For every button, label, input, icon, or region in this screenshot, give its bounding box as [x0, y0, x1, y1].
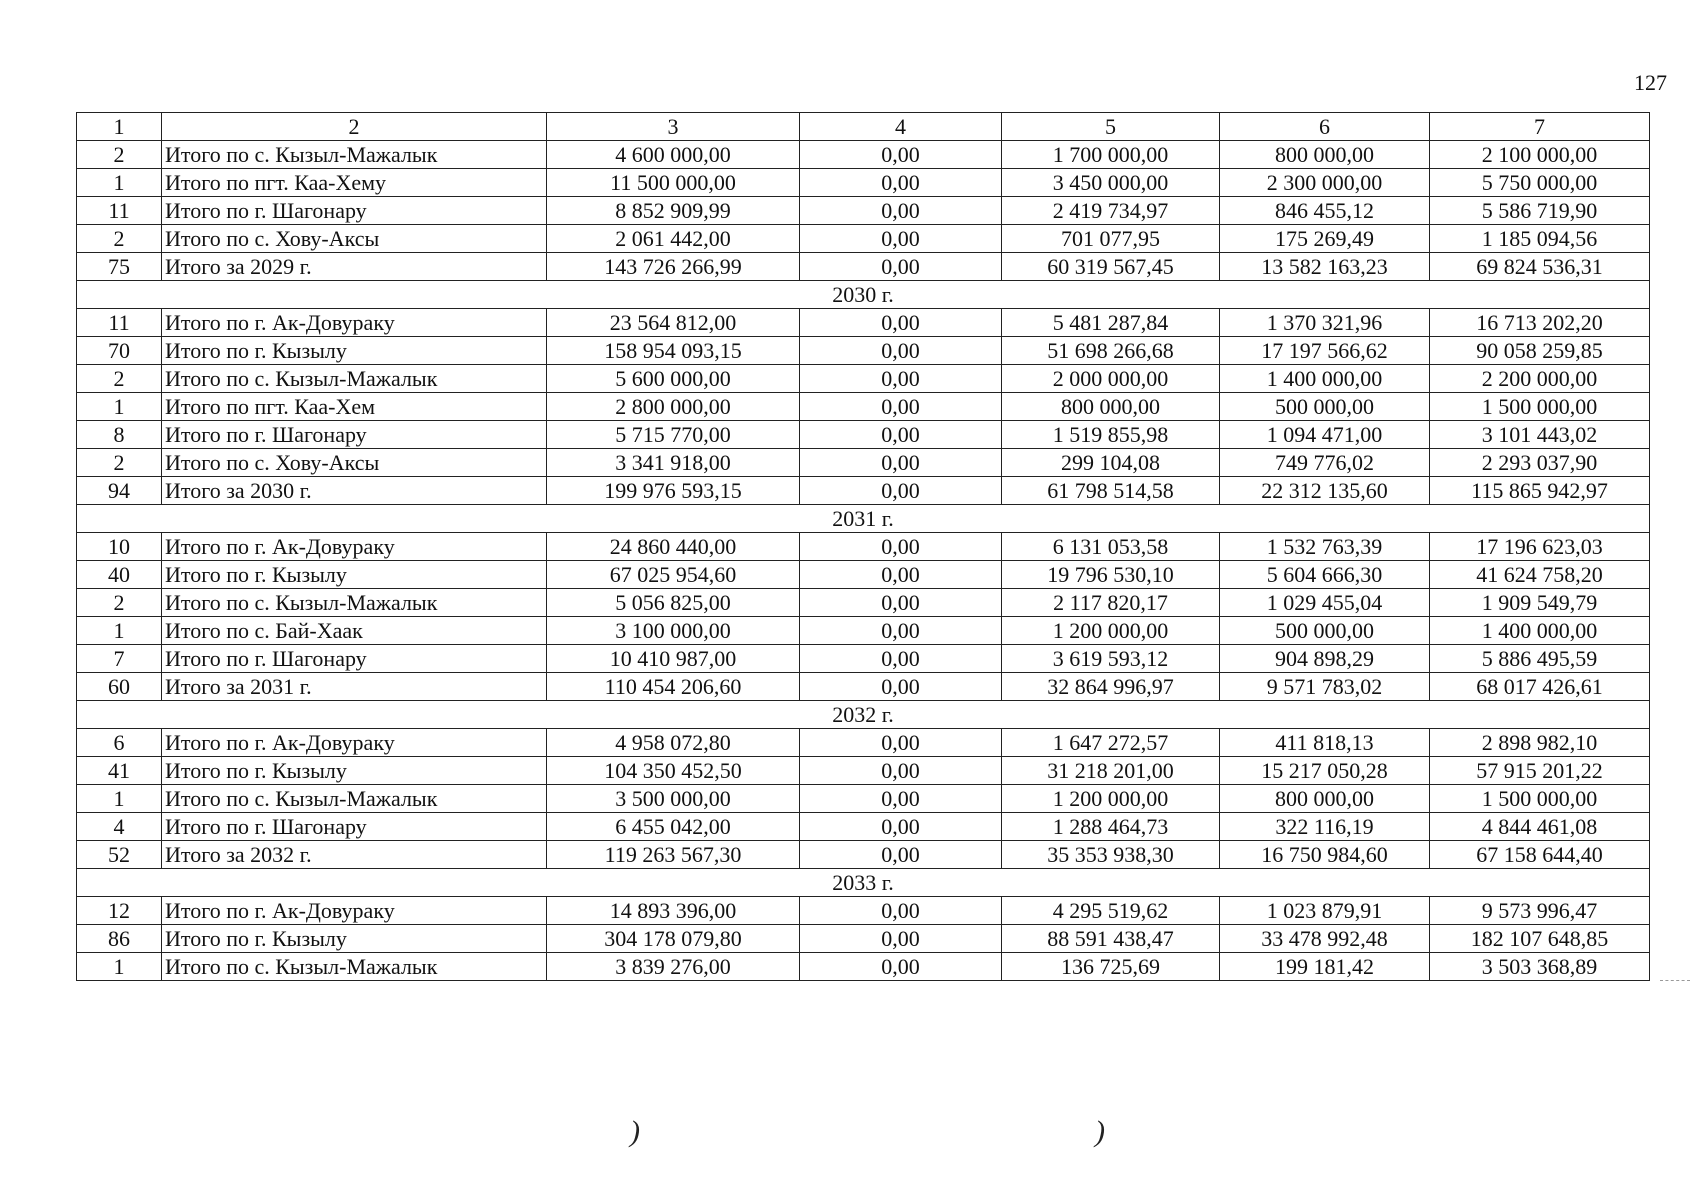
- table-cell: 33 478 992,48: [1220, 925, 1430, 953]
- table-cell: 32 864 996,97: [1002, 673, 1220, 701]
- table-cell: 52: [77, 841, 162, 869]
- table-cell: 1 288 464,73: [1002, 813, 1220, 841]
- header-cell: 3: [547, 113, 800, 141]
- table-row: [77, 785, 1650, 813]
- table-cell: 1 700 000,00: [1002, 141, 1220, 169]
- table-cell: Итого по г. Шагонару: [162, 421, 547, 449]
- table-cell: 1 200 000,00: [1002, 617, 1220, 645]
- table-cell: 0,00: [800, 365, 1002, 393]
- table-cell: 5 750 000,00: [1430, 169, 1650, 197]
- table-cell: 304 178 079,80: [547, 925, 800, 953]
- table-cell: 1: [77, 785, 162, 813]
- table-cell: 411 818,13: [1220, 729, 1430, 757]
- table-cell: 41: [77, 757, 162, 785]
- table-cell: 10 410 987,00: [547, 645, 800, 673]
- table-cell: 1 400 000,00: [1220, 365, 1430, 393]
- table-cell: 1 370 321,96: [1220, 309, 1430, 337]
- table-row: [77, 365, 1650, 393]
- table-row: [77, 477, 1650, 505]
- table-cell: 1: [77, 393, 162, 421]
- header-cell: 5: [1002, 113, 1220, 141]
- table-cell: 2 061 442,00: [547, 225, 800, 253]
- table-cell: 1: [77, 169, 162, 197]
- table-cell: 0,00: [800, 729, 1002, 757]
- table-cell: 5 886 495,59: [1430, 645, 1650, 673]
- table-cell: 9 573 996,47: [1430, 897, 1650, 925]
- table-cell: 0,00: [800, 617, 1002, 645]
- table-row: [77, 449, 1650, 477]
- table-cell: 7: [77, 645, 162, 673]
- table-cell: 0,00: [800, 645, 1002, 673]
- table-cell: 1 400 000,00: [1430, 617, 1650, 645]
- header-row: [77, 113, 1650, 141]
- table-row: [77, 225, 1650, 253]
- table-cell: 5 586 719,90: [1430, 197, 1650, 225]
- table-row: [77, 197, 1650, 225]
- table-cell: 0,00: [800, 421, 1002, 449]
- table-cell: 5 715 770,00: [547, 421, 800, 449]
- table-cell: 6: [77, 729, 162, 757]
- table-cell: Итого за 2031 г.: [162, 673, 547, 701]
- table-row: [77, 309, 1650, 337]
- table-cell: 0,00: [800, 897, 1002, 925]
- table-cell: 24 860 440,00: [547, 533, 800, 561]
- year-section-row: [77, 281, 1650, 309]
- header-cell: 1: [77, 113, 162, 141]
- table-cell: Итого по г. Шагонару: [162, 197, 547, 225]
- table-cell: 800 000,00: [1002, 393, 1220, 421]
- table-cell: 88 591 438,47: [1002, 925, 1220, 953]
- table-cell: 5 481 287,84: [1002, 309, 1220, 337]
- table-cell: 199 976 593,15: [547, 477, 800, 505]
- table-cell: 0,00: [800, 477, 1002, 505]
- table-row: [77, 645, 1650, 673]
- table-cell: Итого по г. Ак-Довураку: [162, 729, 547, 757]
- table-cell: 1 023 879,91: [1220, 897, 1430, 925]
- table-cell: 3 100 000,00: [547, 617, 800, 645]
- table-cell: 322 116,19: [1220, 813, 1430, 841]
- table-cell: 14 893 396,00: [547, 897, 800, 925]
- table-cell: 4 958 072,80: [547, 729, 800, 757]
- table-cell: Итого по пгт. Каа-Хем: [162, 393, 547, 421]
- table-cell: 2 100 000,00: [1430, 141, 1650, 169]
- table-cell: 104 350 452,50: [547, 757, 800, 785]
- table-cell: 17 196 623,03: [1430, 533, 1650, 561]
- table-row: [77, 169, 1650, 197]
- table-cell: 0,00: [800, 589, 1002, 617]
- handwritten-mark: ): [1095, 1115, 1105, 1148]
- table-cell: 4 600 000,00: [547, 141, 800, 169]
- table-cell: 41 624 758,20: [1430, 561, 1650, 589]
- table-cell: 800 000,00: [1220, 141, 1430, 169]
- table-cell: 0,00: [800, 673, 1002, 701]
- table-cell: 13 582 163,23: [1220, 253, 1430, 281]
- table-cell: 904 898,29: [1220, 645, 1430, 673]
- table-cell: 0,00: [800, 813, 1002, 841]
- table-cell: 90 058 259,85: [1430, 337, 1650, 365]
- table-row: [77, 561, 1650, 589]
- table-cell: 0,00: [800, 141, 1002, 169]
- table-cell: 2: [77, 141, 162, 169]
- table-cell: 1 185 094,56: [1430, 225, 1650, 253]
- table-cell: Итого по г. Ак-Довураку: [162, 897, 547, 925]
- header-cell: 6: [1220, 113, 1430, 141]
- table-cell: 31 218 201,00: [1002, 757, 1220, 785]
- table-cell: 0,00: [800, 169, 1002, 197]
- handwritten-mark: ): [630, 1115, 640, 1148]
- table-body: [77, 113, 1650, 981]
- table-row: [77, 925, 1650, 953]
- table-cell: 11 500 000,00: [547, 169, 800, 197]
- table-cell: 0,00: [800, 757, 1002, 785]
- table-cell: 0,00: [800, 225, 1002, 253]
- table-cell: 110 454 206,60: [547, 673, 800, 701]
- table-cell: 143 726 266,99: [547, 253, 800, 281]
- table-row: [77, 841, 1650, 869]
- table-cell: 11: [77, 309, 162, 337]
- table-cell: 158 954 093,15: [547, 337, 800, 365]
- table-cell: Итого по с. Кызыл-Мажалык: [162, 589, 547, 617]
- table-cell: 2 117 820,17: [1002, 589, 1220, 617]
- table-cell: Итого за 2029 г.: [162, 253, 547, 281]
- table-row: [77, 533, 1650, 561]
- table-cell: Итого по с. Хову-Аксы: [162, 449, 547, 477]
- table-cell: 2: [77, 449, 162, 477]
- table-cell: 2 000 000,00: [1002, 365, 1220, 393]
- table-cell: 2 200 000,00: [1430, 365, 1650, 393]
- table-row: [77, 617, 1650, 645]
- table-cell: 8 852 909,99: [547, 197, 800, 225]
- table-cell: 19 796 530,10: [1002, 561, 1220, 589]
- table-cell: 0,00: [800, 449, 1002, 477]
- table-cell: 16 750 984,60: [1220, 841, 1430, 869]
- table-cell: 1 500 000,00: [1430, 393, 1650, 421]
- table-cell: 70: [77, 337, 162, 365]
- table-cell: 75: [77, 253, 162, 281]
- table-cell: 17 197 566,62: [1220, 337, 1430, 365]
- table-row: [77, 253, 1650, 281]
- table-cell: 846 455,12: [1220, 197, 1430, 225]
- table-row: [77, 393, 1650, 421]
- table-cell: 4 295 519,62: [1002, 897, 1220, 925]
- table-cell: 12: [77, 897, 162, 925]
- table-cell: 2: [77, 365, 162, 393]
- table-cell: 0,00: [800, 785, 1002, 813]
- table-cell: 4 844 461,08: [1430, 813, 1650, 841]
- table-cell: 3 341 918,00: [547, 449, 800, 477]
- table-cell: 749 776,02: [1220, 449, 1430, 477]
- table-cell: 0,00: [800, 925, 1002, 953]
- table-cell: Итого по с. Кызыл-Мажалык: [162, 365, 547, 393]
- table-cell: 5 600 000,00: [547, 365, 800, 393]
- table-cell: 1 094 471,00: [1220, 421, 1430, 449]
- table-cell: Итого по г. Ак-Довураку: [162, 533, 547, 561]
- table-cell: 8: [77, 421, 162, 449]
- table-cell: Итого по г. Шагонару: [162, 645, 547, 673]
- page-number: 127: [1634, 70, 1667, 95]
- table-cell: 3 500 000,00: [547, 785, 800, 813]
- table-cell: 23 564 812,00: [547, 309, 800, 337]
- table-row: [77, 141, 1650, 169]
- table-cell: Итого по с. Кызыл-Мажалык: [162, 953, 547, 981]
- table-cell: 15 217 050,28: [1220, 757, 1430, 785]
- table-row: [77, 337, 1650, 365]
- table-cell: 2 898 982,10: [1430, 729, 1650, 757]
- table-cell: 2 293 037,90: [1430, 449, 1650, 477]
- table-cell: 16 713 202,20: [1430, 309, 1650, 337]
- table-cell: 6 131 053,58: [1002, 533, 1220, 561]
- table-cell: 2 419 734,97: [1002, 197, 1220, 225]
- table-cell: 0,00: [800, 309, 1002, 337]
- table-cell: 60 319 567,45: [1002, 253, 1220, 281]
- table-cell: 35 353 938,30: [1002, 841, 1220, 869]
- table-cell: 0,00: [800, 841, 1002, 869]
- scan-artifact: [1660, 980, 1690, 981]
- table-cell: 0,00: [800, 337, 1002, 365]
- table-cell: 2: [77, 225, 162, 253]
- table-cell: 115 865 942,97: [1430, 477, 1650, 505]
- table-cell: 299 104,08: [1002, 449, 1220, 477]
- table-cell: Итого по г. Кызылу: [162, 925, 547, 953]
- table-cell: 57 915 201,22: [1430, 757, 1650, 785]
- table-cell: Итого по г. Шагонару: [162, 813, 547, 841]
- table-cell: 5 056 825,00: [547, 589, 800, 617]
- table-cell: 6 455 042,00: [547, 813, 800, 841]
- table-cell: 0,00: [800, 197, 1002, 225]
- table-cell: Итого по с. Кызыл-Мажалык: [162, 785, 547, 813]
- table-cell: 136 725,69: [1002, 953, 1220, 981]
- table-cell: 701 077,95: [1002, 225, 1220, 253]
- table-cell: 68 017 426,61: [1430, 673, 1650, 701]
- table-cell: Итого по г. Ак-Довураку: [162, 309, 547, 337]
- year-label: 2031 г.: [77, 505, 1650, 533]
- table-cell: 3 101 443,02: [1430, 421, 1650, 449]
- table-cell: Итого за 2032 г.: [162, 841, 547, 869]
- year-section-row: [77, 505, 1650, 533]
- budget-table: [76, 112, 1650, 981]
- table-row: [77, 757, 1650, 785]
- table-cell: 182 107 648,85: [1430, 925, 1650, 953]
- table-cell: 1: [77, 953, 162, 981]
- table-cell: 67 158 644,40: [1430, 841, 1650, 869]
- table-cell: Итого по с. Хову-Аксы: [162, 225, 547, 253]
- table-cell: 86: [77, 925, 162, 953]
- table-cell: 10: [77, 533, 162, 561]
- table-cell: 22 312 135,60: [1220, 477, 1430, 505]
- table-cell: Итого по г. Кызылу: [162, 337, 547, 365]
- table-cell: 1 909 549,79: [1430, 589, 1650, 617]
- table-cell: 0,00: [800, 533, 1002, 561]
- table-row: [77, 897, 1650, 925]
- year-label: 2033 г.: [77, 869, 1650, 897]
- table-cell: 3 503 368,89: [1430, 953, 1650, 981]
- table-row: [77, 673, 1650, 701]
- table-cell: 67 025 954,60: [547, 561, 800, 589]
- table-cell: 1: [77, 617, 162, 645]
- year-label: 2032 г.: [77, 701, 1650, 729]
- table-cell: 0,00: [800, 561, 1002, 589]
- table-cell: 3 450 000,00: [1002, 169, 1220, 197]
- table-cell: Итого по с. Кызыл-Мажалык: [162, 141, 547, 169]
- table-row: [77, 953, 1650, 981]
- table-cell: Итого по г. Кызылу: [162, 757, 547, 785]
- table-cell: 175 269,49: [1220, 225, 1430, 253]
- table-cell: 61 798 514,58: [1002, 477, 1220, 505]
- table-cell: 4: [77, 813, 162, 841]
- table-cell: 69 824 536,31: [1430, 253, 1650, 281]
- table-cell: 1 532 763,39: [1220, 533, 1430, 561]
- table-cell: Итого по г. Кызылу: [162, 561, 547, 589]
- year-section-row: [77, 869, 1650, 897]
- year-section-row: [77, 701, 1650, 729]
- table-row: [77, 589, 1650, 617]
- table-cell: 51 698 266,68: [1002, 337, 1220, 365]
- table-cell: 0,00: [800, 953, 1002, 981]
- table-cell: 5 604 666,30: [1220, 561, 1430, 589]
- table-cell: Итого по с. Бай-Хаак: [162, 617, 547, 645]
- table-cell: 40: [77, 561, 162, 589]
- table-cell: 800 000,00: [1220, 785, 1430, 813]
- table-cell: Итого по пгт. Каа-Хему: [162, 169, 547, 197]
- table-cell: 2: [77, 589, 162, 617]
- table-cell: 60: [77, 673, 162, 701]
- table-cell: 1 200 000,00: [1002, 785, 1220, 813]
- table-cell: 1 029 455,04: [1220, 589, 1430, 617]
- table-cell: 9 571 783,02: [1220, 673, 1430, 701]
- table-cell: 1 647 272,57: [1002, 729, 1220, 757]
- table-cell: 1 500 000,00: [1430, 785, 1650, 813]
- table-cell: 3 619 593,12: [1002, 645, 1220, 673]
- table-cell: 500 000,00: [1220, 617, 1430, 645]
- table-cell: 1 519 855,98: [1002, 421, 1220, 449]
- table-cell: 500 000,00: [1220, 393, 1430, 421]
- header-cell: 4: [800, 113, 1002, 141]
- table-row: [77, 729, 1650, 757]
- table-cell: 2 300 000,00: [1220, 169, 1430, 197]
- header-cell: 7: [1430, 113, 1650, 141]
- table-cell: 0,00: [800, 253, 1002, 281]
- table-cell: 11: [77, 197, 162, 225]
- table-cell: Итого за 2030 г.: [162, 477, 547, 505]
- header-cell: 2: [162, 113, 547, 141]
- table-cell: 3 839 276,00: [547, 953, 800, 981]
- table-cell: 2 800 000,00: [547, 393, 800, 421]
- table-row: [77, 421, 1650, 449]
- table-cell: 0,00: [800, 393, 1002, 421]
- table-cell: 119 263 567,30: [547, 841, 800, 869]
- table-cell: 94: [77, 477, 162, 505]
- table-cell: 199 181,42: [1220, 953, 1430, 981]
- year-label: 2030 г.: [77, 281, 1650, 309]
- table-row: [77, 813, 1650, 841]
